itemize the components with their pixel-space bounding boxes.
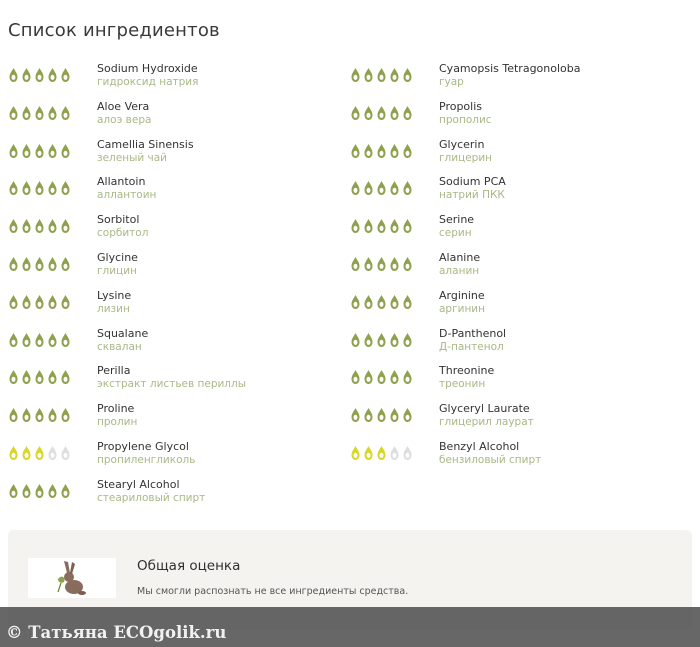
drop-icon xyxy=(402,67,413,83)
drop-icon xyxy=(389,218,400,234)
drop-icon xyxy=(376,256,387,272)
rating-drops xyxy=(8,294,71,310)
drop-icon xyxy=(389,369,400,385)
ingredient-row[interactable] xyxy=(350,213,690,251)
drop-icon xyxy=(350,332,361,348)
drop-icon xyxy=(60,67,71,83)
drop-icon xyxy=(8,369,19,385)
drop-icon xyxy=(21,180,32,196)
drop-icon xyxy=(402,143,413,159)
rating-drops xyxy=(350,332,413,348)
drop-icon xyxy=(389,67,400,83)
ingredient-row[interactable] xyxy=(350,100,690,138)
drop-icon xyxy=(47,105,58,121)
drop-icon xyxy=(350,105,361,121)
drop-icon xyxy=(363,332,374,348)
drop-icon xyxy=(8,143,19,159)
rating-drops xyxy=(350,105,413,121)
page-title: Список ингредиентов xyxy=(8,20,220,41)
drop-icon xyxy=(402,105,413,121)
drop-icon xyxy=(389,180,400,196)
ingredient-name[interactable]: Arginine xyxy=(439,288,485,302)
drop-icon xyxy=(60,256,71,272)
drop-icon xyxy=(350,67,361,83)
ingredient-name-ru: аргинин xyxy=(439,302,485,315)
drop-icon xyxy=(21,483,32,499)
ingredient-name[interactable]: Squalane xyxy=(97,326,149,340)
drop-icon xyxy=(376,105,387,121)
drop-icon xyxy=(402,445,413,461)
drop-icon xyxy=(350,407,361,423)
rating-drops xyxy=(350,67,413,83)
ingredient-name-ru: сорбитол xyxy=(97,227,149,240)
drop-icon xyxy=(350,445,361,461)
rabbit-logo-icon xyxy=(28,558,116,598)
ingredient-name[interactable]: Glycerin xyxy=(439,137,485,151)
drop-icon xyxy=(350,369,361,385)
drop-icon xyxy=(47,218,58,234)
drop-icon xyxy=(363,105,374,121)
ingredient-row[interactable] xyxy=(8,289,348,327)
drop-icon xyxy=(60,369,71,385)
drop-icon xyxy=(60,294,71,310)
ingredient-name[interactable]: Glycine xyxy=(97,250,138,264)
rating-drops xyxy=(8,218,71,234)
ingredient-row[interactable] xyxy=(8,402,348,440)
rating-drops xyxy=(350,143,413,159)
drop-icon xyxy=(60,332,71,348)
ingredient-row[interactable] xyxy=(350,251,690,289)
ingredient-name-ru: бензиловый спирт xyxy=(439,453,542,466)
drop-icon xyxy=(47,294,58,310)
drop-icon xyxy=(34,67,45,83)
ingredient-name-ru: лизин xyxy=(97,302,130,315)
drop-icon xyxy=(47,332,58,348)
ingredient-name-ru: аллантоин xyxy=(97,189,157,202)
drop-icon xyxy=(21,445,32,461)
drop-icon xyxy=(363,294,374,310)
drop-icon xyxy=(60,218,71,234)
drop-icon xyxy=(376,218,387,234)
drop-icon xyxy=(363,256,374,272)
overall-rating-note: Мы смогли распознать не все ингредиенты средства. xyxy=(137,586,409,597)
ingredient-row[interactable] xyxy=(8,62,348,100)
drop-icon xyxy=(34,332,45,348)
rating-drops xyxy=(8,256,71,272)
drop-icon xyxy=(60,407,71,423)
ingredient-name[interactable]: Alanine xyxy=(439,250,481,264)
ingredient-row[interactable] xyxy=(350,364,690,402)
drop-icon xyxy=(8,256,19,272)
drop-icon xyxy=(8,407,19,423)
drop-icon xyxy=(376,294,387,310)
ingredient-row[interactable] xyxy=(8,100,348,138)
drop-icon xyxy=(21,332,32,348)
ingredient-name-ru: натрий ПКК xyxy=(439,189,505,202)
drop-icon xyxy=(389,294,400,310)
ingredient-name[interactable]: Stearyl Alcohol xyxy=(97,477,180,491)
drop-icon xyxy=(363,445,374,461)
drop-icon xyxy=(21,105,32,121)
drop-icon xyxy=(363,369,374,385)
drop-icon xyxy=(363,407,374,423)
drop-icon xyxy=(21,218,32,234)
overall-rating-title: Общая оценка xyxy=(137,558,241,574)
drop-icon xyxy=(21,369,32,385)
ingredient-name-ru: зеленый чай xyxy=(97,151,167,164)
ingredient-row[interactable] xyxy=(350,402,690,440)
drop-icon xyxy=(389,143,400,159)
drop-icon xyxy=(363,67,374,83)
ingredient-name-ru: пропиленгликоль xyxy=(97,453,196,466)
drop-icon xyxy=(402,294,413,310)
drop-icon xyxy=(34,483,45,499)
drop-icon xyxy=(47,445,58,461)
drop-icon xyxy=(402,218,413,234)
drop-icon xyxy=(376,407,387,423)
ingredient-row[interactable] xyxy=(350,138,690,176)
ingredient-name[interactable]: Perilla xyxy=(97,364,131,378)
drop-icon xyxy=(402,407,413,423)
drop-icon xyxy=(8,105,19,121)
drop-icon xyxy=(60,180,71,196)
ingredient-row[interactable] xyxy=(8,251,348,289)
rating-drops xyxy=(8,407,71,423)
drop-icon xyxy=(8,332,19,348)
drop-icon xyxy=(376,67,387,83)
ingredient-name[interactable]: Camellia Sinensis xyxy=(97,137,194,151)
drop-icon xyxy=(389,332,400,348)
drop-icon xyxy=(34,294,45,310)
drop-icon xyxy=(47,407,58,423)
drop-icon xyxy=(60,105,71,121)
drop-icon xyxy=(350,294,361,310)
rating-drops xyxy=(350,218,413,234)
drop-icon xyxy=(363,218,374,234)
ingredient-row[interactable] xyxy=(350,327,690,365)
rating-drops xyxy=(8,180,71,196)
ingredient-name-ru: гидроксид натрия xyxy=(97,76,199,88)
drop-icon xyxy=(34,445,45,461)
ingredient-name-ru: глицерин xyxy=(439,151,493,164)
drop-icon xyxy=(350,218,361,234)
ingredient-name-ru: Д-пантенол xyxy=(439,340,504,353)
rating-drops xyxy=(350,445,413,461)
ingredients-column-right xyxy=(350,62,690,478)
drop-icon xyxy=(8,294,19,310)
ingredient-name[interactable]: Glyceryl Laurate xyxy=(439,402,530,416)
ingredient-name[interactable]: Cyamopsis Tetragonoloba xyxy=(439,62,581,75)
drop-icon xyxy=(376,143,387,159)
ingredient-row[interactable] xyxy=(350,175,690,213)
ingredient-name[interactable]: Aloe Vera xyxy=(97,99,150,113)
drop-icon xyxy=(34,180,45,196)
rating-drops xyxy=(350,256,413,272)
ingredient-name[interactable]: Sorbitol xyxy=(97,213,140,227)
ingredient-name-ru: экстракт листьев периллы xyxy=(97,378,247,391)
drop-icon xyxy=(376,445,387,461)
rating-drops xyxy=(8,105,71,121)
drop-icon xyxy=(402,332,413,348)
ingredient-name[interactable]: Propolis xyxy=(439,99,483,113)
rating-drops xyxy=(8,67,71,83)
drop-icon xyxy=(402,256,413,272)
drop-icon xyxy=(21,407,32,423)
drop-icon xyxy=(34,218,45,234)
drop-icon xyxy=(363,180,374,196)
ingredient-name-ru: серин xyxy=(439,227,472,240)
drop-icon xyxy=(8,445,19,461)
ingredients-column-left xyxy=(8,62,348,516)
ingredient-name[interactable]: Serine xyxy=(439,213,475,227)
ingredient-name[interactable]: Allantoin xyxy=(97,175,146,189)
drop-icon xyxy=(21,256,32,272)
ingredient-row[interactable] xyxy=(8,478,348,516)
ingredient-name-ru: пролин xyxy=(97,416,138,429)
ingredient-name-ru: сквалан xyxy=(97,340,142,353)
drop-icon xyxy=(47,67,58,83)
ingredient-name[interactable]: Propylene Glycol xyxy=(97,439,189,453)
drop-icon xyxy=(60,143,71,159)
ingredient-name-ru: глицерил лаурат xyxy=(439,416,534,429)
drop-icon xyxy=(376,180,387,196)
ingredient-row[interactable] xyxy=(350,440,690,478)
rating-drops xyxy=(350,180,413,196)
ingredient-row[interactable] xyxy=(8,364,348,402)
ingredient-name-ru: стеариловый спирт xyxy=(97,491,206,504)
drop-icon xyxy=(60,445,71,461)
rating-drops xyxy=(8,483,71,499)
drop-icon xyxy=(350,143,361,159)
ingredient-name[interactable]: Benzyl Alcohol xyxy=(439,439,520,453)
watermark-text: © Татьяна ECOgolik.ru xyxy=(6,623,227,642)
drop-icon xyxy=(8,218,19,234)
drop-icon xyxy=(47,483,58,499)
ingredient-name[interactable]: Sodium Hydroxide xyxy=(97,62,198,75)
ingredient-name[interactable]: Sodium PCA xyxy=(439,175,506,189)
ingredient-name-ru: глицин xyxy=(97,264,137,277)
drop-icon xyxy=(34,143,45,159)
ingredient-row[interactable] xyxy=(8,440,348,478)
rating-drops xyxy=(8,332,71,348)
drop-icon xyxy=(389,256,400,272)
drop-icon xyxy=(402,180,413,196)
drop-icon xyxy=(34,407,45,423)
drop-icon xyxy=(376,332,387,348)
ingredient-row[interactable] xyxy=(8,175,348,213)
drop-icon xyxy=(376,369,387,385)
drop-icon xyxy=(8,180,19,196)
drop-icon xyxy=(21,67,32,83)
ingredient-name[interactable]: D-Panthenol xyxy=(439,326,507,340)
drop-icon xyxy=(47,180,58,196)
drop-icon xyxy=(350,256,361,272)
drop-icon xyxy=(389,407,400,423)
ingredient-name-ru: алоэ вера xyxy=(97,113,152,126)
rating-drops xyxy=(8,143,71,159)
drop-icon xyxy=(34,369,45,385)
drop-icon xyxy=(47,256,58,272)
ingredient-row[interactable] xyxy=(8,327,348,365)
ingredient-name-ru: треонин xyxy=(439,378,486,391)
drop-icon xyxy=(47,143,58,159)
drop-icon xyxy=(389,105,400,121)
drop-icon xyxy=(389,445,400,461)
rating-drops xyxy=(8,369,71,385)
rating-drops xyxy=(350,369,413,385)
drop-icon xyxy=(47,369,58,385)
ingredient-row[interactable] xyxy=(350,62,690,100)
drop-icon xyxy=(21,143,32,159)
ingredient-name-ru: аланин xyxy=(439,264,480,277)
drop-icon xyxy=(8,483,19,499)
rating-drops xyxy=(350,407,413,423)
drop-icon xyxy=(363,143,374,159)
drop-icon xyxy=(8,67,19,83)
drop-icon xyxy=(350,180,361,196)
drop-icon xyxy=(34,105,45,121)
drop-icon xyxy=(60,483,71,499)
watermark-bar xyxy=(0,607,700,647)
ingredient-name[interactable]: Threonine xyxy=(439,364,495,378)
drop-icon xyxy=(34,256,45,272)
drop-icon xyxy=(21,294,32,310)
rating-drops xyxy=(8,445,71,461)
rating-drops xyxy=(350,294,413,310)
drop-icon xyxy=(402,369,413,385)
ingredient-name[interactable]: Lysine xyxy=(97,288,132,302)
ingredient-name-ru: гуар xyxy=(439,76,464,88)
ingredient-row[interactable] xyxy=(350,289,690,327)
ingredient-row[interactable] xyxy=(8,138,348,176)
ingredient-name[interactable]: Proline xyxy=(97,402,135,416)
ingredient-row[interactable] xyxy=(8,213,348,251)
ingredient-name-ru: прополис xyxy=(439,113,492,126)
